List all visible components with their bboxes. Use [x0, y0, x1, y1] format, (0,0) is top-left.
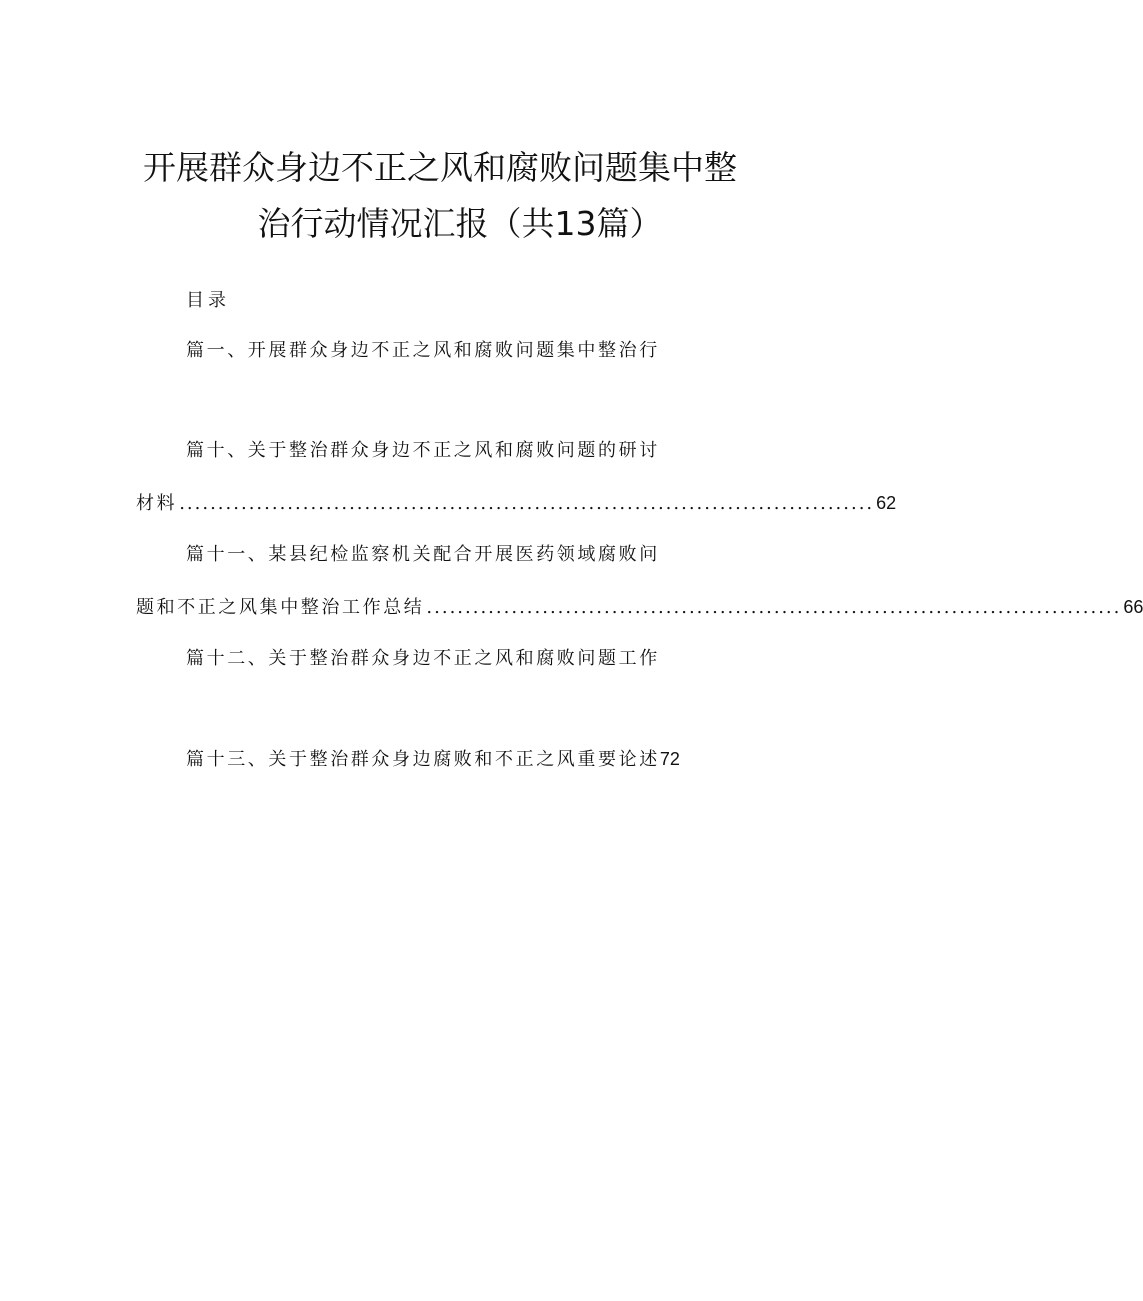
toc-item-10-text-cont: 材料 — [136, 493, 178, 514]
toc-item-11-text: 篇十一、某县纪检监察机关配合开展医药领域腐败问 — [186, 544, 660, 565]
toc-item-1[interactable] — [186, 338, 660, 364]
toc-item-13-page: 72 — [659, 749, 680, 769]
document-title-line-1: 开展群众身边不正之风和腐败问题集中整 — [143, 148, 737, 187]
toc-item-11-continuation[interactable] — [136, 594, 1143, 620]
document-title-line-2: 治行动情况汇报（共13篇） — [257, 204, 663, 243]
toc-heading: 目录 — [186, 290, 230, 311]
toc-item-12-text: 篇十二、关于整治群众身边不正之风和腐败问题工作 — [186, 648, 660, 669]
toc-item-11-text-cont: 题和不正之风集中整治工作总结 — [136, 597, 425, 618]
toc-item-13-text: 篇十三、关于整治群众身边腐败和不正之风重要论述 — [186, 749, 660, 770]
toc-leader-dots: .......................................................................................... — [426, 597, 1122, 618]
toc-item-10-continuation[interactable] — [136, 490, 897, 516]
toc-item-10-text: 篇十、关于整治群众身边不正之风和腐败问题的研讨 — [186, 440, 660, 461]
toc-item-1-text: 篇一、开展群众身边不正之风和腐败问题集中整治行 — [186, 340, 660, 361]
toc-item-10-page: 62 — [876, 493, 897, 513]
toc-item-12[interactable] — [186, 646, 660, 672]
toc-item-10[interactable] — [186, 438, 660, 464]
toc-item-11[interactable] — [186, 542, 660, 568]
toc-item-13[interactable] — [186, 746, 680, 772]
toc-leader-dots: .......................................................................................... — [179, 493, 875, 514]
toc-item-11-page: 66 — [1123, 597, 1143, 617]
